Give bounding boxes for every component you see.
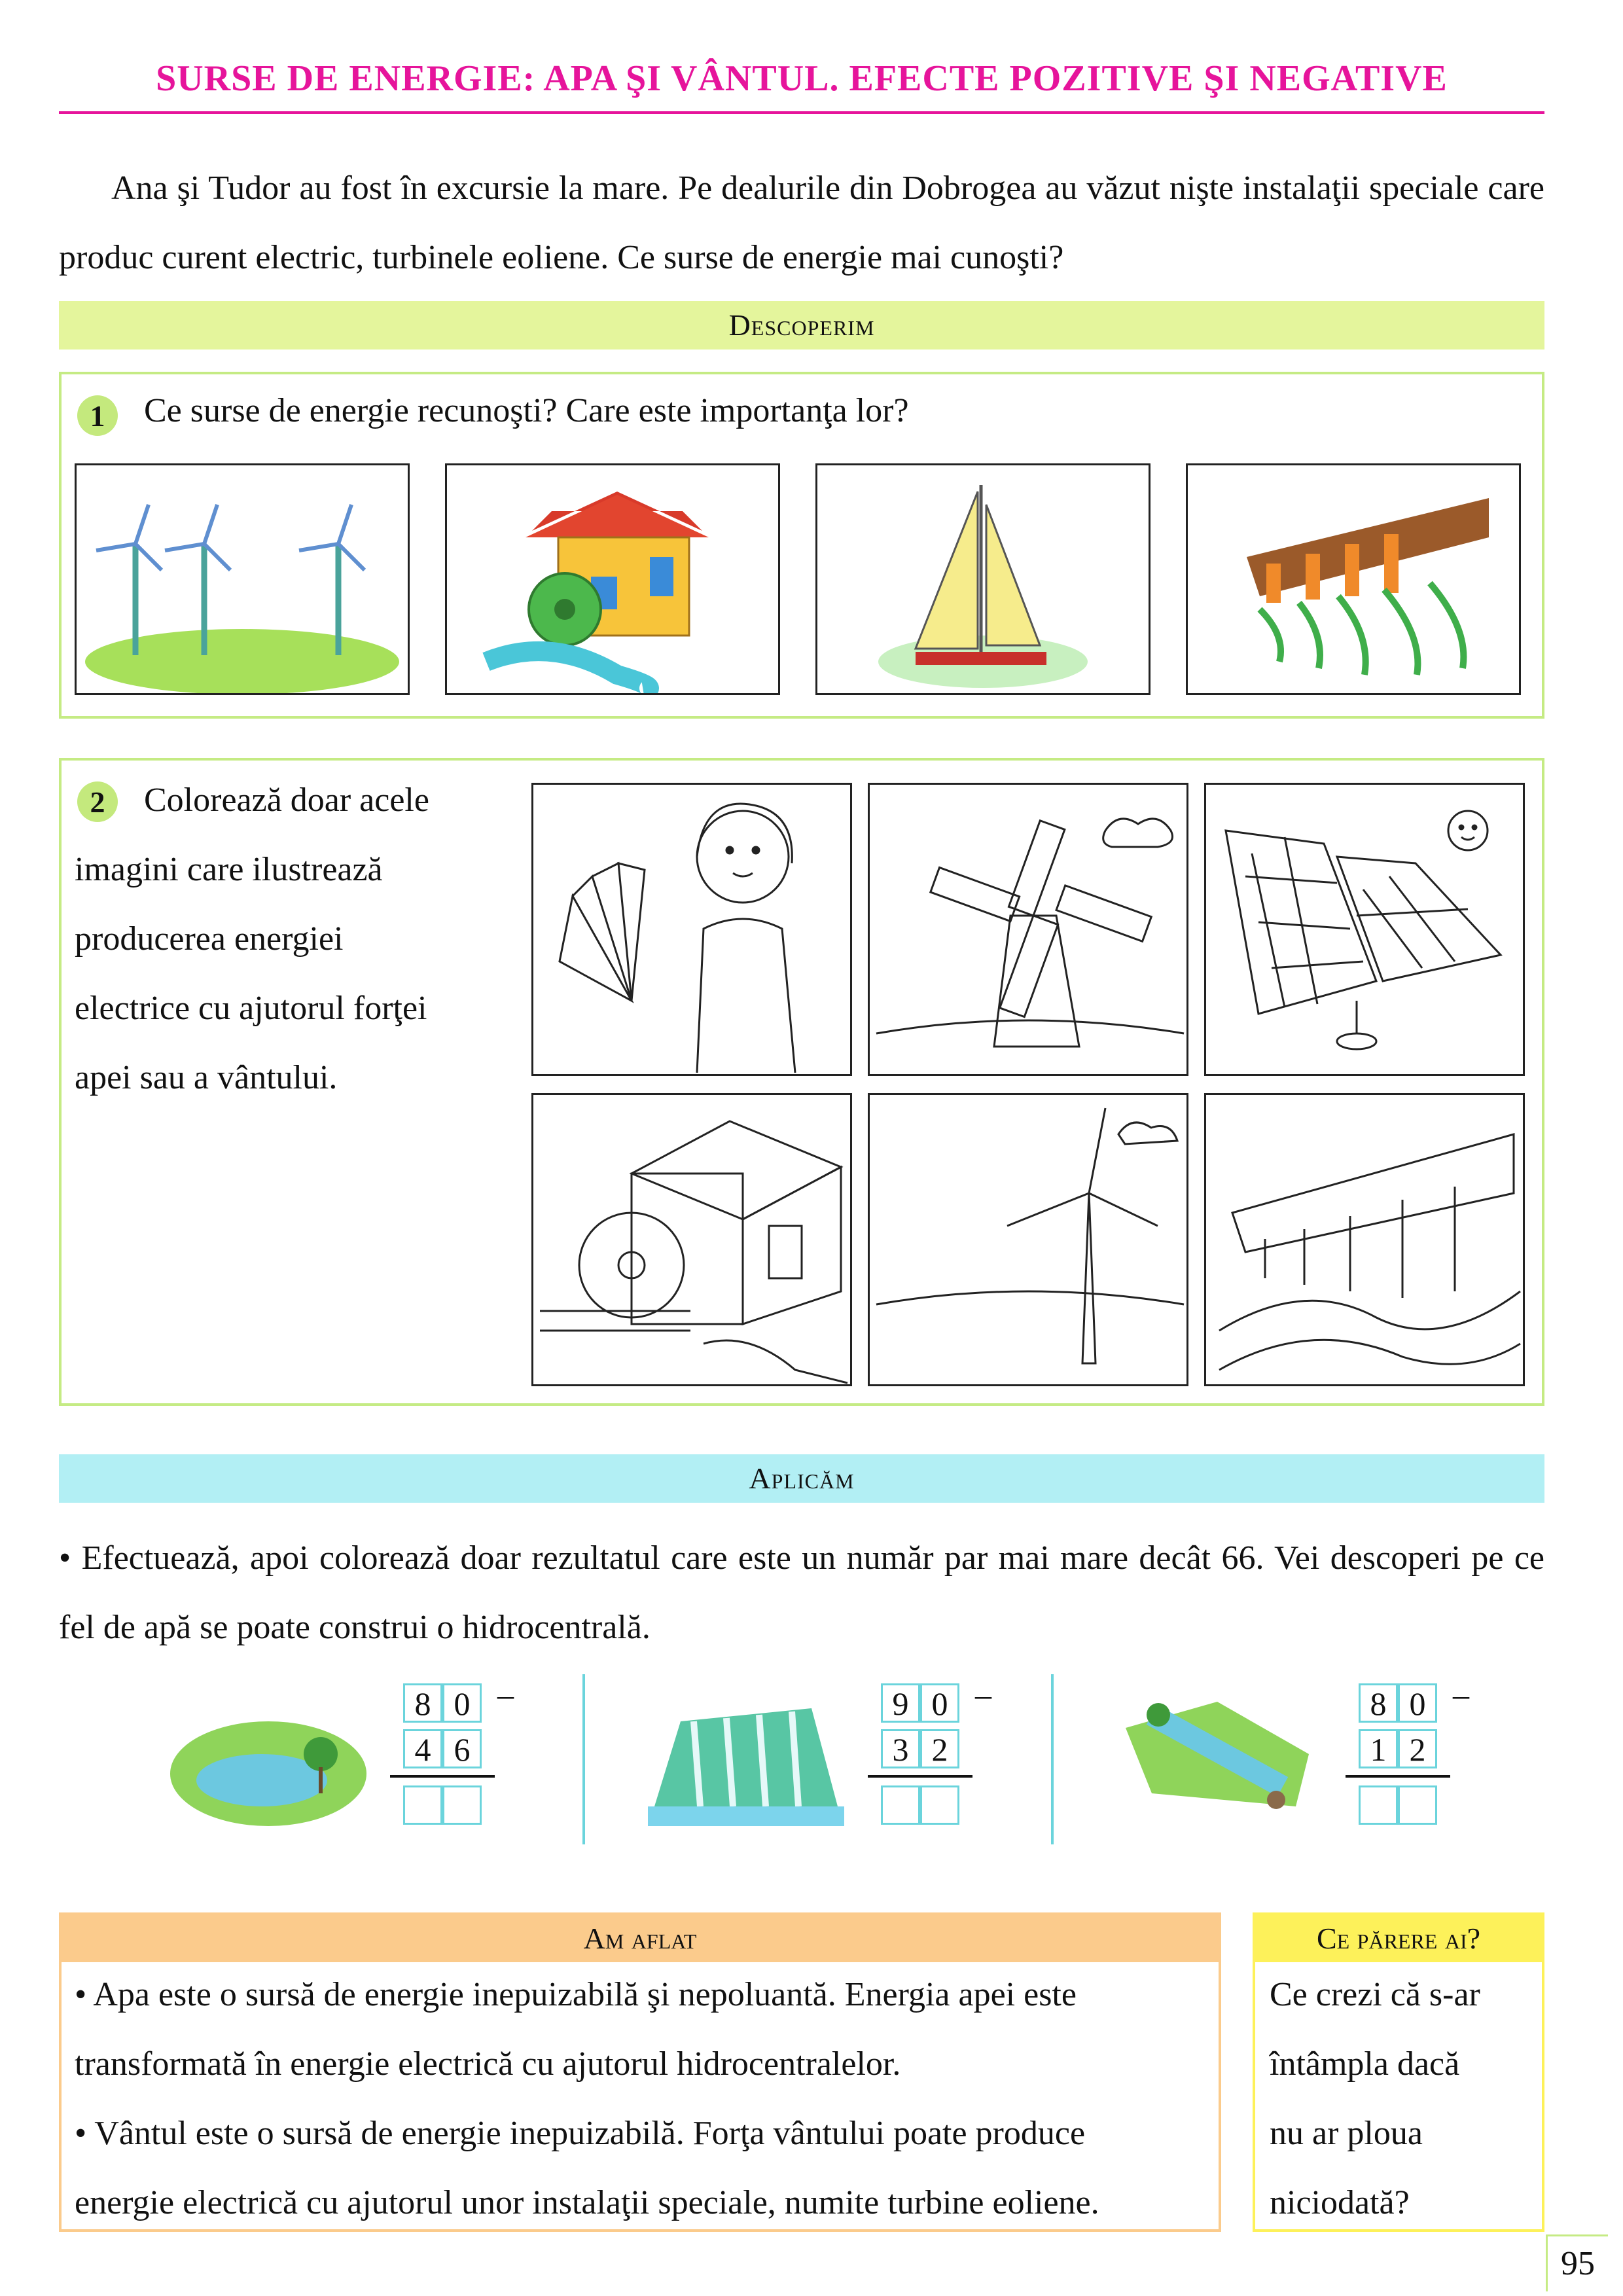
op3-bottom-digit-2: 2 [1398, 1729, 1437, 1768]
title-underline [59, 111, 1544, 114]
watermill-line-image[interactable] [531, 1093, 852, 1386]
windmill-icon [870, 785, 1186, 1074]
op1-result-line [390, 1775, 495, 1778]
waterfall-icon [641, 1695, 851, 1833]
op2-result-box-2[interactable] [920, 1785, 959, 1825]
learned-line-1: • Apa este o sursă de energie inepuizabilă şi nepoluantă. Energia apei este [75, 1976, 1077, 2013]
girl-fan-icon [533, 785, 850, 1074]
task2-line-2: imagini care ilustrează [75, 851, 383, 888]
intro-text: Ana şi Tudor au fost în excursie la mare. Pe dealurile din Dobrogea au văzut nişte instalaţii speciale care produc curent electric, turbinele eoliene. Ce surse de energie mai cunoşti? [59, 170, 1544, 276]
girl-with-fan-image[interactable] [531, 783, 852, 1076]
operation-separator-1 [582, 1674, 585, 1844]
wind-turbines-image[interactable] [75, 463, 410, 695]
lake-icon [164, 1702, 373, 1833]
lake-image [164, 1702, 373, 1833]
solar-panels-image[interactable] [1204, 783, 1525, 1076]
opinion-line-1: Ce crezi că s-ar [1270, 1976, 1480, 2013]
op3-bottom-digit-1: 1 [1359, 1729, 1398, 1768]
watermill-line-icon [533, 1095, 850, 1384]
wind-turbines-icon [77, 465, 408, 693]
task2-line-3: producerea energiei [75, 920, 344, 958]
task2-line-5: apei sau a vântului. [75, 1059, 338, 1096]
learned-heading: Am aflat [62, 1915, 1219, 1962]
watermill-icon [447, 465, 778, 693]
op3-top-digit-2: 0 [1398, 1683, 1437, 1723]
op1-result-box-1[interactable] [403, 1785, 442, 1825]
op1-result-box-2[interactable] [442, 1785, 482, 1825]
opinion-line-4: niciodată? [1270, 2184, 1410, 2221]
river-icon [1113, 1689, 1322, 1820]
task2-line-1: Colorează doar acele [144, 781, 429, 819]
task2-number: 2 [77, 781, 118, 822]
op1-top-digit-2: 0 [442, 1683, 482, 1723]
page-number: 95 [1546, 2234, 1608, 2291]
sailboat-icon [817, 465, 1149, 693]
page-title: SURSE DE ENERGIE: APA ŞI VÂNTUL. EFECTE POZITIVE ŞI NEGATIVE [156, 58, 1448, 99]
opinion-heading: Ce părere ai? [1255, 1915, 1542, 1962]
hydro-dam-icon [1188, 465, 1519, 693]
op3-top-digit-1: 8 [1359, 1683, 1398, 1723]
task1-text: Ce surse de energie recunoşti? Care este importanţa lor? [144, 392, 909, 429]
solar-panel-icon [1206, 785, 1523, 1074]
wind-turbine-line-icon [870, 1095, 1186, 1384]
op1-top-digit-1: 8 [403, 1683, 442, 1723]
watermill-image[interactable] [445, 463, 780, 695]
apply-instructions: • Efectuează, apoi colorează doar rezultatul care este un număr par mai mare decât 66. Vei descoperi pe ce fel de apă se poate construi o hidrocentrală. [59, 1539, 1544, 1646]
opinion-line-3: nu ar ploua [1270, 2115, 1423, 2152]
op2-bottom-digit-1: 3 [881, 1729, 920, 1768]
sailboat-image[interactable] [815, 463, 1150, 695]
opinion-line-2: întâmpla dacă [1270, 2045, 1460, 2083]
operation-separator-2 [1051, 1674, 1054, 1844]
section-apply-band: Aplicăm [59, 1454, 1544, 1503]
dam-line-image[interactable] [1204, 1093, 1525, 1386]
mountain-river-image [1113, 1689, 1322, 1820]
op2-bottom-digit-2: 2 [920, 1729, 959, 1768]
op2-result-box-1[interactable] [881, 1785, 920, 1825]
waterfall-image [641, 1695, 851, 1833]
wind-turbine-line-image[interactable] [868, 1093, 1188, 1386]
op1-bottom-digit-1: 4 [403, 1729, 442, 1768]
op3-minus-sign: – [1453, 1676, 1469, 1713]
op3-result-line [1346, 1775, 1450, 1778]
op2-top-digit-2: 0 [920, 1683, 959, 1723]
task2-line-4: electrice cu ajutorul forţei [75, 990, 427, 1027]
dam-line-icon [1206, 1095, 1523, 1384]
learned-line-2: transformată în energie electrică cu ajutorul hidrocentralelor. [75, 2045, 901, 2083]
op2-minus-sign: – [975, 1676, 991, 1713]
windmill-image[interactable] [868, 783, 1188, 1076]
section-discover-band: Descoperim [59, 301, 1544, 350]
learned-line-4: energie electrică cu ajutorul unor instalaţii speciale, numite turbine eoliene. [75, 2184, 1099, 2221]
op3-result-box-2[interactable] [1398, 1785, 1437, 1825]
hydro-dam-image[interactable] [1186, 463, 1521, 695]
op3-result-box-1[interactable] [1359, 1785, 1398, 1825]
op1-minus-sign: – [497, 1676, 514, 1713]
op1-bottom-digit-2: 6 [442, 1729, 482, 1768]
intro-paragraph [59, 154, 1544, 293]
learned-line-3: • Vântul este o sursă de energie inepuizabilă. Forţa vântului poate produce [75, 2115, 1086, 2152]
task1-number: 1 [77, 395, 118, 436]
op2-result-line [868, 1775, 972, 1778]
op2-top-digit-1: 9 [881, 1683, 920, 1723]
